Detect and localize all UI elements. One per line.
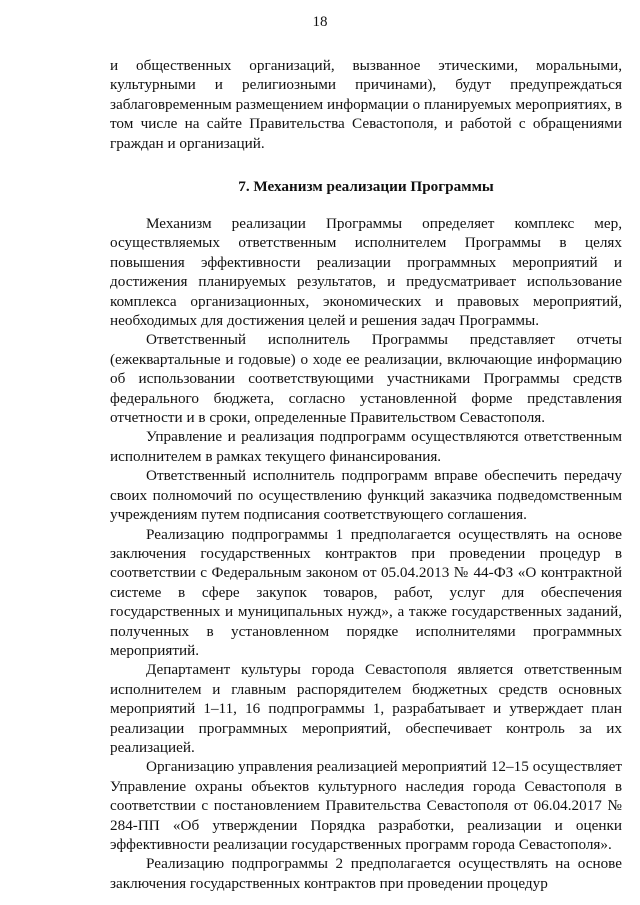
paragraph-management: Управление и реализация подпрограмм осуществляются ответственным исполнителем в рамках текущего финансирования. xyxy=(110,428,622,465)
paragraph-reports: Ответственный исполнитель Программы представляет отчеты (ежеквартальные и годовые) о ходе ее реализации, включающие информацию об использовании соответствующими участниками Программы средств федерального бюджета, согласно установленной форме представления отчетности и в сроки, определенные Правительством Севастополя. xyxy=(110,331,622,427)
paragraph-subprogram-1: Реализацию подпрограммы 1 предполагается осуществлять на основе заключения государственных контрактов при проведении процедур в соответствии с Федеральным законом от 05.04.2013 № 44-ФЗ «О контрактной системе в сфере закупок товаров, работ, услуг для обеспечения государственных и муниципальных нужд», а также государственных заданий, полученных в установленном порядке исполнителями программных мероприятий. xyxy=(110,525,622,659)
intro-paragraph: и общественных организаций, вызванное этическими, моральными, культурными и религиозными причинами), будут предупреждаться заблаговременным размещением информации о планируемых мероприятиях, в том числе на сайте Правительства Севастополя, и работой с обращениями граждан и организаций. xyxy=(110,57,622,152)
paragraph-heritage-management: Организацию управления реализацией мероприятий 12–15 осуществляет Управление охраны объектов культурного наследия города Севастополя в соответствии с постановлением Правительства Севастополя от 06.04.2017 № 284-ПП «Об утверждении Порядка разработки, реализации и оценки эффективности реализации государственных программ города Севастополя». xyxy=(110,758,622,853)
paragraph-culture-department: Департамент культуры города Севастополя является ответственным исполнителем и главным распорядителем бюджетных средств основных мероприятий 1–11, 16 подпрограммы 1, разрабатывает и утверждает план реализации программных мероприятий, обеспечивает контроль за их реализацией. xyxy=(110,661,622,756)
paragraph-delegation: Ответственный исполнитель подпрограмм вправе обеспечить передачу своих полномочий по осуществлению функций заказчика подведомственным учреждениям путем подписания соответствующего соглашения. xyxy=(110,467,622,524)
section-title: 7. Механизм реализации Программы xyxy=(238,178,494,195)
section-body xyxy=(110,214,622,893)
intro-paragraph-block xyxy=(110,56,622,153)
page-number: 18 xyxy=(312,14,328,30)
paragraph-subprogram-2: Реализацию подпрограммы 2 предполагается осуществлять на основе заключения государственных контрактов при проведении процедур xyxy=(110,855,622,892)
paragraph-mechanism: Механизм реализации Программы определяет комплекс мер, осуществляемых ответственным исполнителем Программы в целях повышения эффективности реализации программных мероприятий и достижения планируемых результатов, и предусматривает использование комплекса организационных, экономических и правовых мероприятий, необходимых для достижения целей и решения задач Программы. xyxy=(110,215,622,330)
